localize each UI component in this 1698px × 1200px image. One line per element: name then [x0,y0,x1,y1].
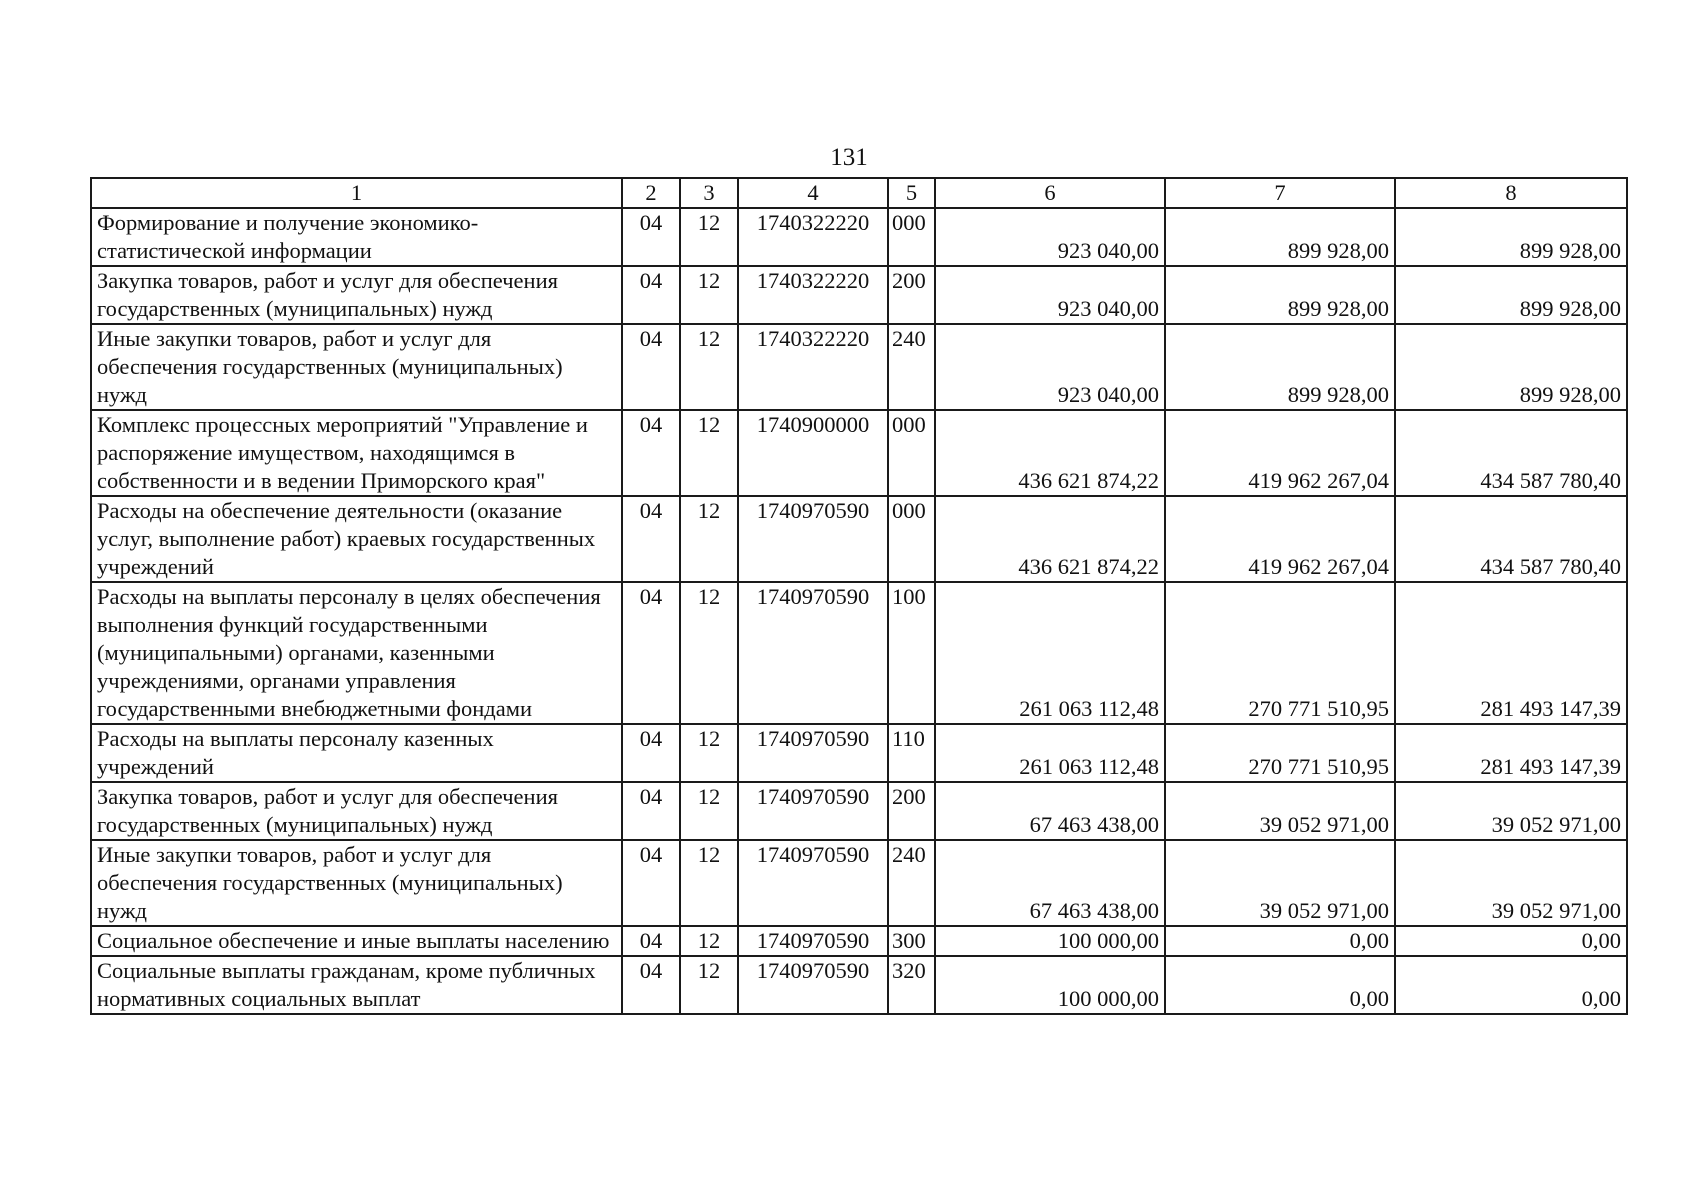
header-cell: 3 [680,178,738,208]
expense-type-cell: 320 [888,956,935,1014]
expense-type-cell: 200 [888,782,935,840]
amount-col8-cell: 899 928,00 [1395,208,1627,266]
amount-col6-cell: 100 000,00 [935,956,1165,1014]
header-cell: 5 [888,178,935,208]
amount-col8-cell: 899 928,00 [1395,266,1627,324]
target-article-cell: 1740970590 [738,840,888,926]
subsection-code-cell: 12 [680,926,738,956]
expense-type-cell: 000 [888,410,935,496]
table-row [91,840,1627,926]
table-row [91,582,1627,724]
amount-col8-cell: 39 052 971,00 [1395,840,1627,926]
amount-col7-cell: 899 928,00 [1165,266,1395,324]
amount-col7-cell: 0,00 [1165,926,1395,956]
item-name-cell: Иные закупки товаров, работ и услуг для обеспечения государственных (муниципальных) нужд [91,324,622,410]
amount-col8-cell: 0,00 [1395,956,1627,1014]
amount-col7-cell: 39 052 971,00 [1165,782,1395,840]
amount-col6-cell: 261 063 112,48 [935,724,1165,782]
item-name-cell: Социальное обеспечение и иные выплаты населению [91,926,622,956]
amount-col8-cell: 39 052 971,00 [1395,782,1627,840]
section-code-cell: 04 [622,208,680,266]
subsection-code-cell: 12 [680,496,738,582]
expense-type-cell: 240 [888,840,935,926]
amount-col6-cell: 436 621 874,22 [935,410,1165,496]
target-article-cell: 1740970590 [738,724,888,782]
target-article-cell: 1740322220 [738,208,888,266]
target-article-cell: 1740970590 [738,926,888,956]
subsection-code-cell: 12 [680,956,738,1014]
amount-col6-cell: 923 040,00 [935,266,1165,324]
section-code-cell: 04 [622,582,680,724]
amount-col7-cell: 899 928,00 [1165,208,1395,266]
section-code-cell: 04 [622,926,680,956]
table-row [91,208,1627,266]
table-row [91,324,1627,410]
table-row [91,956,1627,1014]
target-article-cell: 1740970590 [738,582,888,724]
header-cell: 8 [1395,178,1627,208]
amount-col8-cell: 281 493 147,39 [1395,724,1627,782]
section-code-cell: 04 [622,266,680,324]
amount-col7-cell: 270 771 510,95 [1165,724,1395,782]
amount-col7-cell: 270 771 510,95 [1165,582,1395,724]
item-name-cell: Формирование и получение экономико-статистической информации [91,208,622,266]
page-number: 131 [830,144,868,171]
subsection-code-cell: 12 [680,410,738,496]
amount-col6-cell: 923 040,00 [935,208,1165,266]
amount-col8-cell: 434 587 780,40 [1395,496,1627,582]
subsection-code-cell: 12 [680,208,738,266]
section-code-cell: 04 [622,724,680,782]
amount-col6-cell: 436 621 874,22 [935,496,1165,582]
target-article-cell: 1740900000 [738,410,888,496]
item-name-cell: Расходы на выплаты персоналу казенных учреждений [91,724,622,782]
amount-col7-cell: 39 052 971,00 [1165,840,1395,926]
table-row [91,926,1627,956]
expense-type-cell: 200 [888,266,935,324]
header-cell: 1 [91,178,622,208]
expense-type-cell: 300 [888,926,935,956]
header-cell: 2 [622,178,680,208]
header-cell: 6 [935,178,1165,208]
item-name-cell: Комплекс процессных мероприятий "Управление и распоряжение имуществом, находящимся в собственности и в ведении Приморского края" [91,410,622,496]
expense-type-cell: 100 [888,582,935,724]
table-row [91,496,1627,582]
subsection-code-cell: 12 [680,840,738,926]
table-row [91,410,1627,496]
target-article-cell: 1740322220 [738,324,888,410]
target-article-cell: 1740322220 [738,266,888,324]
amount-col7-cell: 899 928,00 [1165,324,1395,410]
subsection-code-cell: 12 [680,266,738,324]
amount-col8-cell: 0,00 [1395,926,1627,956]
item-name-cell: Иные закупки товаров, работ и услуг для обеспечения государственных (муниципальных) нужд [91,840,622,926]
amount-col8-cell: 899 928,00 [1395,324,1627,410]
amount-col8-cell: 281 493 147,39 [1395,582,1627,724]
subsection-code-cell: 12 [680,582,738,724]
item-name-cell: Расходы на обеспечение деятельности (оказание услуг, выполнение работ) краевых государственных учреждений [91,496,622,582]
amount-col6-cell: 100 000,00 [935,926,1165,956]
expense-type-cell: 240 [888,324,935,410]
subsection-code-cell: 12 [680,724,738,782]
amount-col8-cell: 434 587 780,40 [1395,410,1627,496]
section-code-cell: 04 [622,324,680,410]
item-name-cell: Закупка товаров, работ и услуг для обеспечения государственных (муниципальных) нужд [91,782,622,840]
section-code-cell: 04 [622,410,680,496]
amount-col7-cell: 0,00 [1165,956,1395,1014]
item-name-cell: Социальные выплаты гражданам, кроме публичных нормативных социальных выплат [91,956,622,1014]
section-code-cell: 04 [622,840,680,926]
table-row [91,266,1627,324]
amount-col6-cell: 923 040,00 [935,324,1165,410]
item-name-cell: Расходы на выплаты персоналу в целях обеспечения выполнения функций государственными (муниципальными) органами, казенными учреждениями, органами управления государственными внебюджетными фондами [91,582,622,724]
subsection-code-cell: 12 [680,324,738,410]
expense-type-cell: 110 [888,724,935,782]
section-code-cell: 04 [622,956,680,1014]
amount-col6-cell: 261 063 112,48 [935,582,1165,724]
amount-col6-cell: 67 463 438,00 [935,782,1165,840]
subsection-code-cell: 12 [680,782,738,840]
item-name-cell: Закупка товаров, работ и услуг для обеспечения государственных (муниципальных) нужд [91,266,622,324]
header-cell: 7 [1165,178,1395,208]
expense-type-cell: 000 [888,496,935,582]
amount-col7-cell: 419 962 267,04 [1165,410,1395,496]
expense-type-cell: 000 [888,208,935,266]
table-row [91,724,1627,782]
header-cell: 4 [738,178,888,208]
target-article-cell: 1740970590 [738,782,888,840]
budget-table [90,177,1628,1015]
amount-col7-cell: 419 962 267,04 [1165,496,1395,582]
target-article-cell: 1740970590 [738,956,888,1014]
target-article-cell: 1740970590 [738,496,888,582]
section-code-cell: 04 [622,782,680,840]
header-row [91,178,1627,208]
amount-col6-cell: 67 463 438,00 [935,840,1165,926]
section-code-cell: 04 [622,496,680,582]
table-row [91,782,1627,840]
